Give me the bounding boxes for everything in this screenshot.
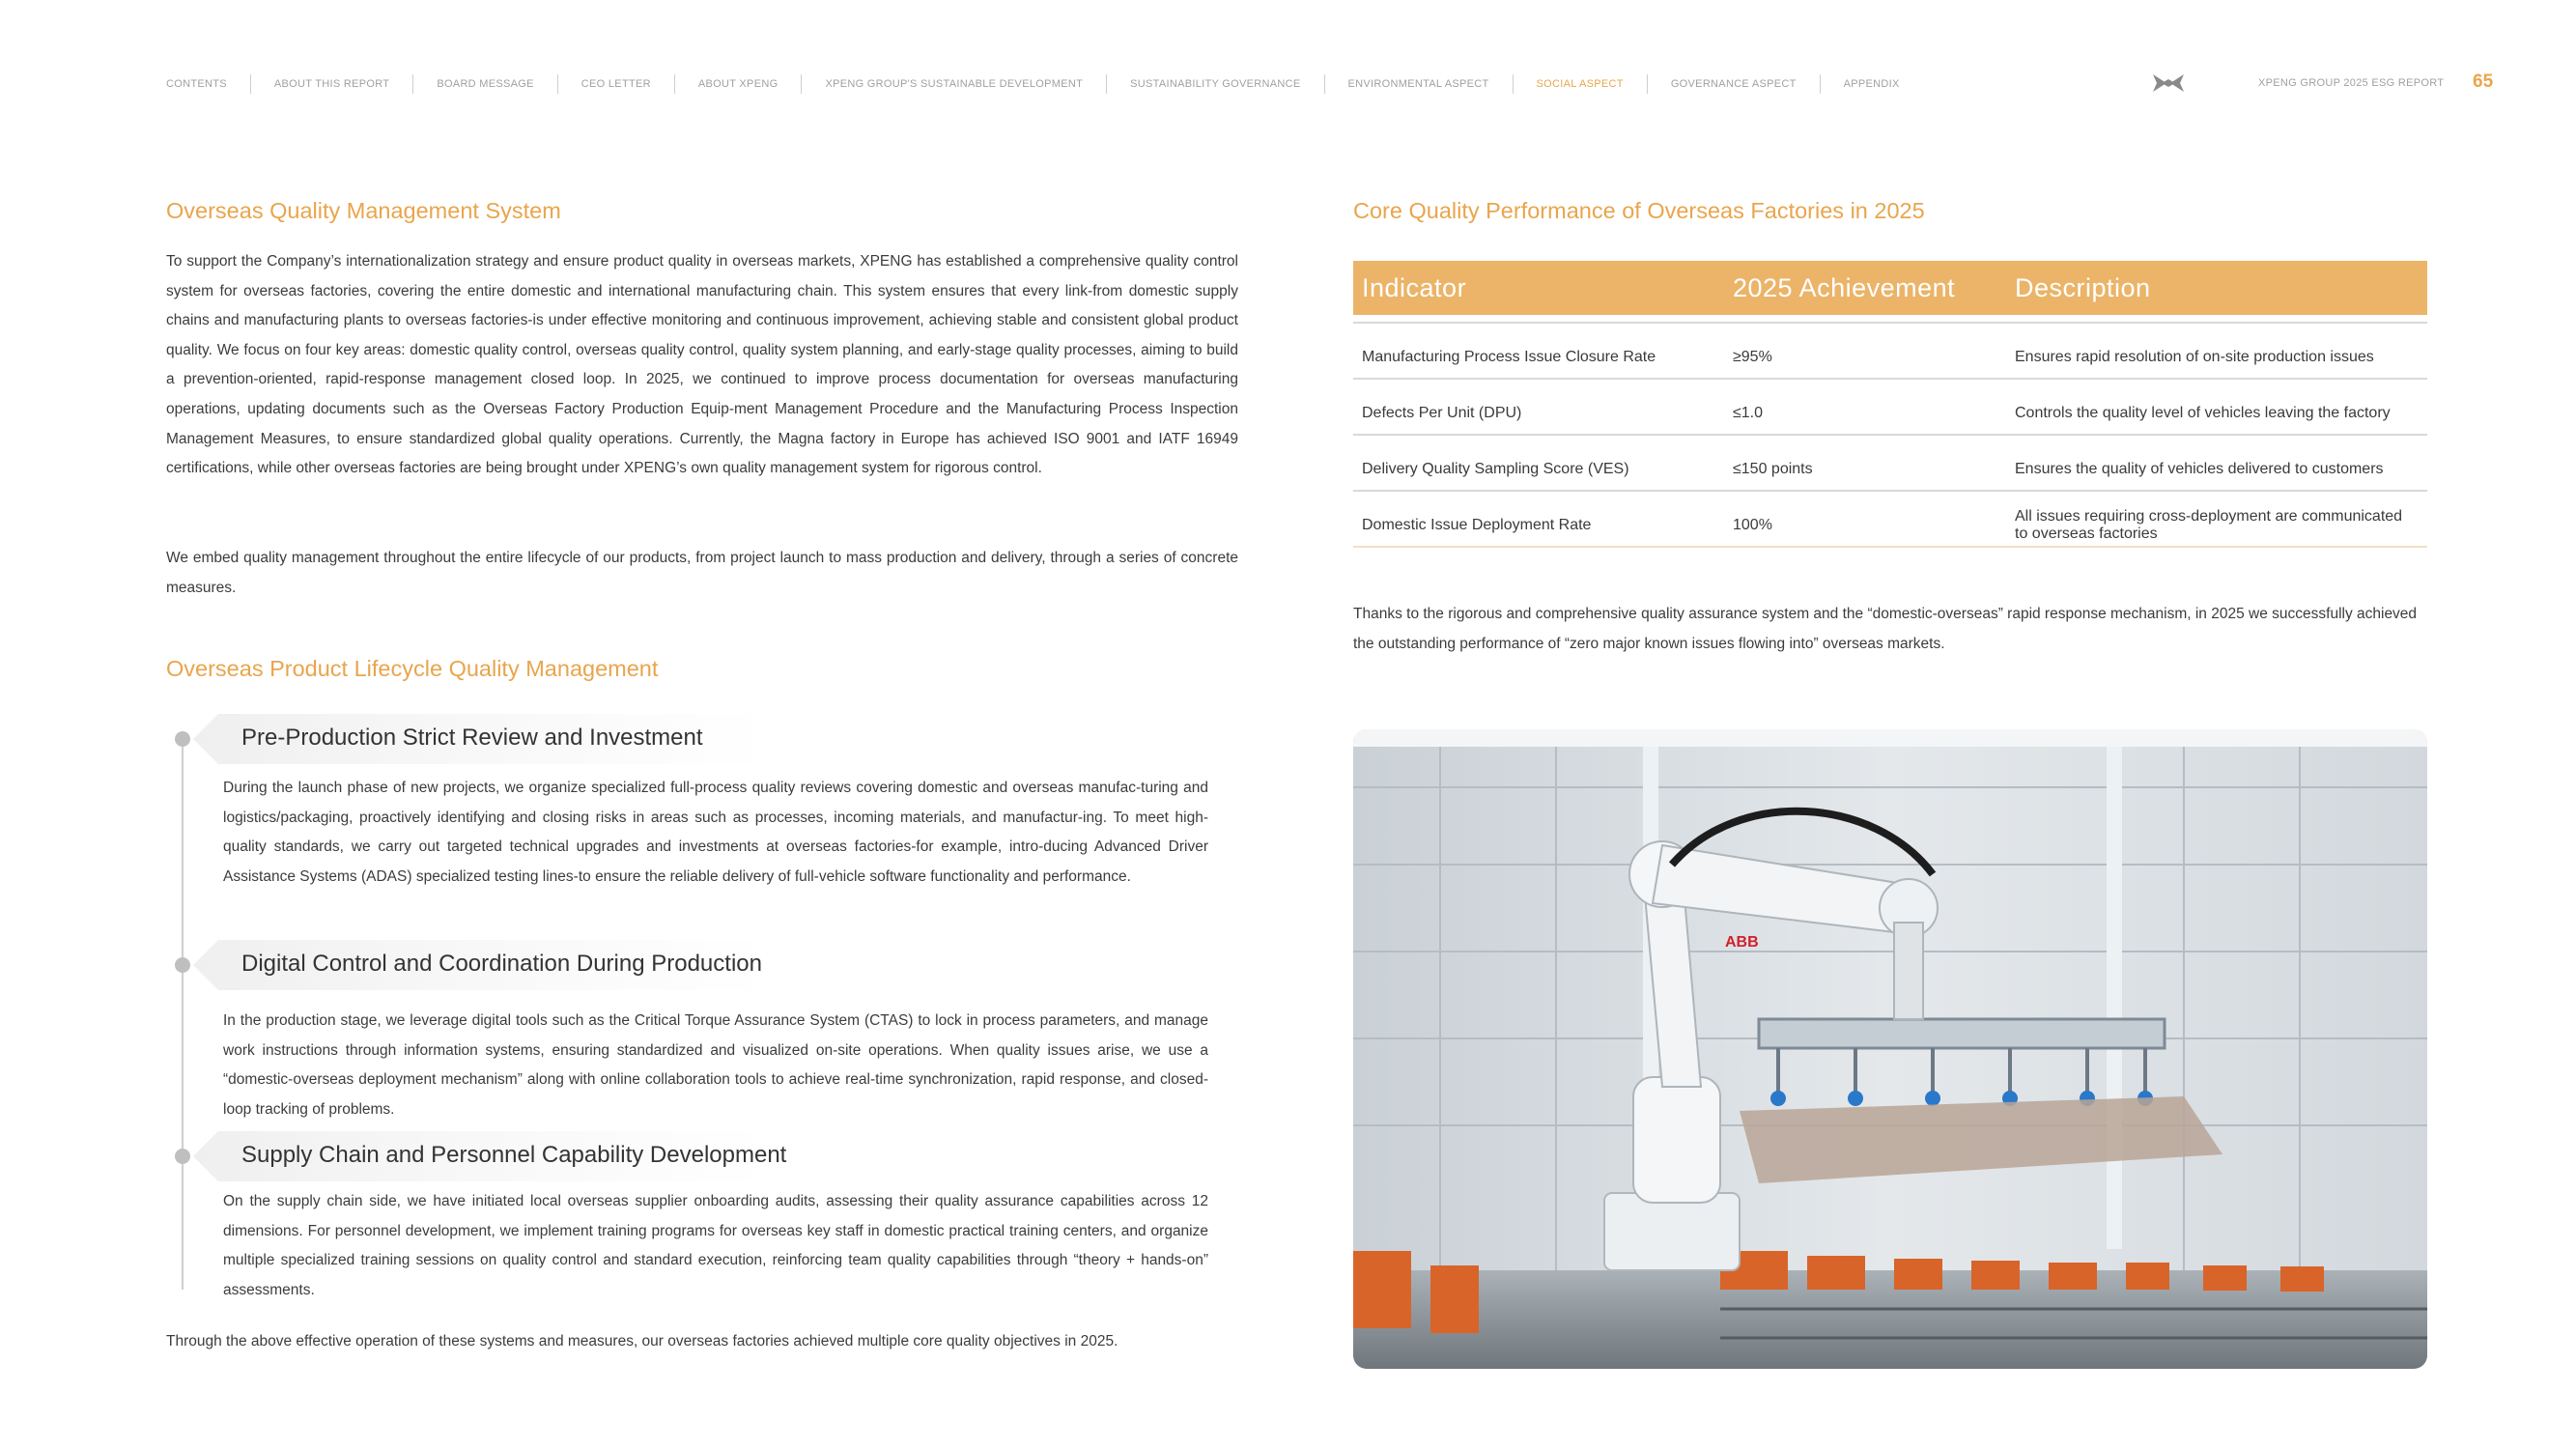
cell-description: Ensures the quality of vehicles delivered to customers xyxy=(2006,435,2427,491)
timeline-dot xyxy=(175,731,190,747)
cell-indicator: Defects Per Unit (DPU) xyxy=(1353,379,1724,435)
nav-divider xyxy=(1513,74,1514,94)
header-indicator: Indicator xyxy=(1353,261,1724,315)
table-row xyxy=(1353,491,2427,547)
section-title-quality-system: Overseas Quality Management System xyxy=(166,198,561,223)
table-header-row xyxy=(1353,261,2427,315)
paragraph-lifecycle-intro: We embed quality management throughout the entire lifecycle of our products, from project launch to mass production and delivery, through a series of concrete measures. xyxy=(166,550,1238,596)
table-title: Core Quality Performance of Overseas Factories in 2025 xyxy=(1353,198,1925,223)
table-row xyxy=(1353,435,2427,491)
factory-robot-illustration xyxy=(1353,729,2427,1369)
header-description: Description xyxy=(2006,261,2427,315)
nav-ceo-letter[interactable]: CEO LETTER xyxy=(580,78,651,90)
cell-description: Ensures rapid resolution of on-site production issues xyxy=(2006,323,2427,379)
stage-body: During the launch phase of new projects, we organize specialized full-process quality reviews covering domestic and overseas manufac-turing and logistics/packaging, proactively identifying and closing risks in areas such as processes, incoming materials, and manufactur-ing. To meet high-quality standards, we carry out targeted technical upgrades and investments at overseas factories-for example, intro-ducing Advanced Driver Assistance Systems (ADAS) specialized testing lines-to ensure the reliable delivery of full-vehicle software functionality and performance. xyxy=(223,780,1208,885)
section-title-lifecycle: Overseas Product Lifecycle Quality Management xyxy=(166,656,659,681)
nav-divider xyxy=(557,74,558,94)
stage-title: Pre-Production Strict Review and Investment xyxy=(241,724,703,751)
timeline-dot xyxy=(175,957,190,973)
nav-board-message[interactable]: BOARD MESSAGE xyxy=(437,78,534,90)
nav-appendix[interactable]: APPENDIX xyxy=(1843,78,1900,90)
nav-divider xyxy=(1647,74,1648,94)
nav-divider xyxy=(1324,74,1325,94)
cell-indicator: Manufacturing Process Issue Closure Rate xyxy=(1353,323,1724,379)
table-row xyxy=(1353,379,2427,435)
nav-about-this-report[interactable]: ABOUT THIS REPORT xyxy=(273,78,390,90)
quality-performance-table xyxy=(1353,261,2427,548)
closing-paragraph: Through the above effective operation of these systems and measures, our overseas factories achieved multiple core quality objectives in 2025. xyxy=(166,1333,1118,1350)
stage-title: Supply Chain and Personnel Capability Development xyxy=(241,1142,787,1168)
summary-paragraph: Thanks to the rigorous and comprehensive quality assurance system and the “domestic-overseas” rapid response mechanism, in 2025 we successfully achieved the outstanding performance of “zero major known issues flowing into” overseas markets. xyxy=(1353,606,2418,652)
nav-divider xyxy=(674,74,675,94)
cell-achievement: 100% xyxy=(1724,491,2006,547)
timeline-line xyxy=(182,739,184,1290)
nav-divider xyxy=(412,74,413,94)
stage-title: Digital Control and Coordination During Production xyxy=(241,951,762,977)
report-label: XPENG GROUP 2025 ESG REPORT xyxy=(2258,77,2445,89)
cell-achievement: ≥95% xyxy=(1724,323,2006,379)
xpeng-logo-icon xyxy=(2152,71,2185,95)
page-number: 65 xyxy=(2473,71,2494,92)
nav-social-aspect[interactable]: SOCIAL ASPECT xyxy=(1536,78,1624,90)
nav-divider xyxy=(1106,74,1107,94)
nav-environmental-aspect[interactable]: ENVIRONMENTAL ASPECT xyxy=(1347,78,1489,90)
cell-indicator: Domestic Issue Deployment Rate xyxy=(1353,491,1724,547)
stage-body: In the production stage, we leverage digital tools such as the Critical Torque Assurance System (CTAS) to lock in process parameters, and manage work instructions through information systems, ensuring standardized and visualized on-site operations. When quality issues arise, we use a “domestic-overseas deployment mechanism” along with online collaboration tools to achieve real-time synchronization, rapid response, and closed-loop tracking of problems. xyxy=(223,1012,1208,1118)
cell-achievement: ≤150 points xyxy=(1724,435,2006,491)
paragraph-quality-system: To support the Company’s internationalization strategy and ensure product quality in overseas markets, XPENG has established a comprehensive quality control system for overseas factories, covering the entire domestic and international manufacturing chain. This system ensures that every link-from domestic supply chains and manufacturing plants to overseas factories-is under effective monitoring and continuous improvement, achieving stable and consistent global product quality. We focus on four key areas: domestic quality control, overseas quality control, quality system planning, and early-stage quality processes, aiming to build a prevention-oriented, rapid-response management closed loop. In 2025, we continued to improve process documentation for overseas manufacturing operations, updating documents such as the Overseas Factory Production Equip-ment Management Procedure and the Manufacturing Process Inspection Management Measures, to ensure standardized global quality operations. Currently, the Magna factory in Europe has achieved ISO 9001 and IATF 16949 certifications, while other overseas factories are being brought under XPENG’s own quality management system for rigorous control. xyxy=(166,253,1238,477)
nav-sustainable-development[interactable]: XPENG GROUP'S SUSTAINABLE DEVELOPMENT xyxy=(825,78,1084,90)
nav-about-xpeng[interactable]: ABOUT XPENG xyxy=(697,78,778,90)
nav-divider xyxy=(250,74,251,94)
cell-description: All issues requiring cross-deployment are communicated to overseas factories xyxy=(2006,491,2427,547)
table-spacer xyxy=(1353,315,2427,323)
timeline-dot xyxy=(175,1149,190,1164)
nav-divider xyxy=(1820,74,1821,94)
nav-sustainability-governance[interactable]: SUSTAINABILITY GOVERNANCE xyxy=(1130,78,1301,90)
factory-robot-photo xyxy=(1353,729,2427,1369)
cell-achievement: ≤1.0 xyxy=(1724,379,2006,435)
stage-body: On the supply chain side, we have initiated local overseas supplier onboarding audits, assessing their quality assurance capabilities across 12 dimensions. For personnel development, we implement training programs for overseas key staff in domestic practical training centers, and organize multiple specialized training sessions on quality control and standard execution, reinforcing team quality capabilities through “theory + hands-on” assessments. xyxy=(223,1193,1208,1298)
table-row xyxy=(1353,323,2427,379)
nav-contents[interactable]: CONTENTS xyxy=(166,78,227,90)
top-navigation xyxy=(166,73,1900,95)
cell-description: Controls the quality level of vehicles leaving the factory xyxy=(2006,379,2427,435)
nav-governance-aspect[interactable]: GOVERNANCE ASPECT xyxy=(1670,78,1797,90)
header-achievement: 2025 Achievement xyxy=(1724,261,2006,315)
cell-indicator: Delivery Quality Sampling Score (VES) xyxy=(1353,435,1724,491)
abb-logo: ABB xyxy=(1725,934,1759,951)
nav-divider xyxy=(801,74,802,94)
